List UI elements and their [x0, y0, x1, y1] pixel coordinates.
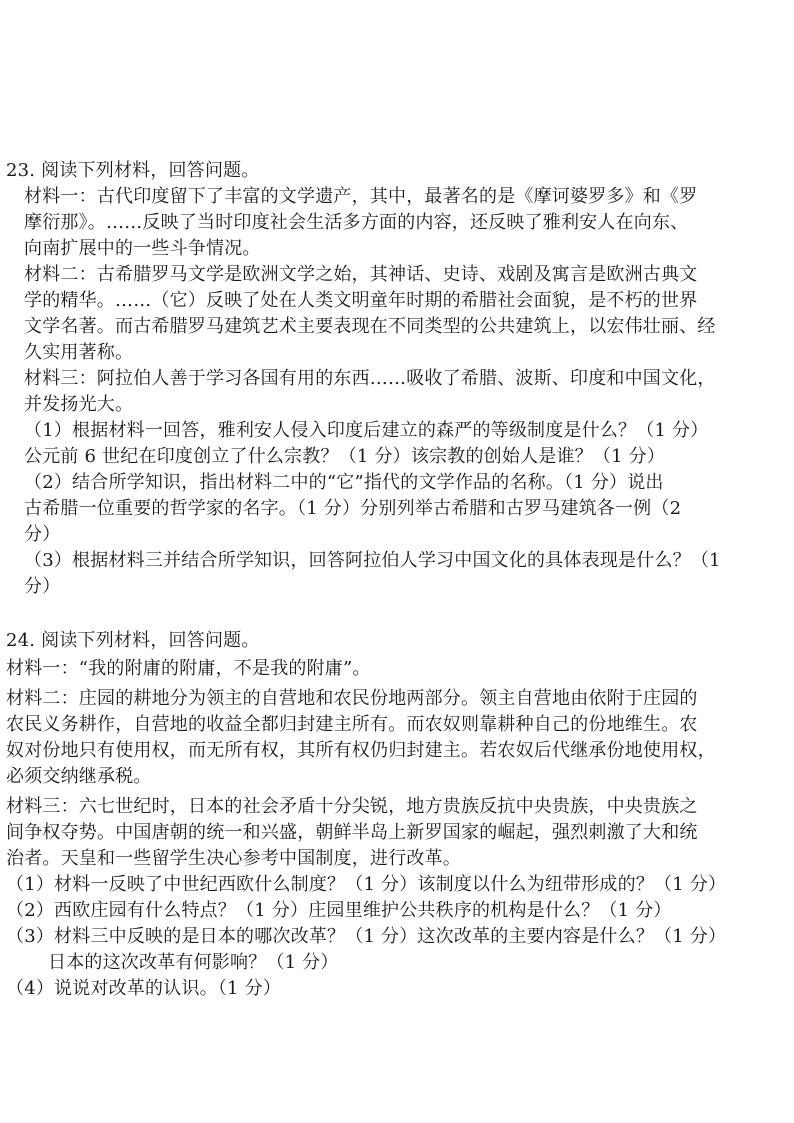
material-2-line: 文学名著。而古希腊罗马建筑艺术主要表现在不同类型的公共建筑上，以宏伟壮丽、经 — [24, 316, 716, 337]
material-3-line: 并发扬光大。 — [24, 394, 134, 415]
material-2-line: 材料二：古希腊罗马文学是欧洲文学之始，其神话、史诗、戏剧及寓言是欧洲古典文 — [24, 264, 698, 285]
material-3-line: 间争权夺势。中国唐朝的统一和兴盛，朝鲜半岛上新罗国家的崛起，强烈刺激了大和统 — [6, 822, 698, 843]
sub-question-line: （3）根据材料三并结合所学知识，回答阿拉伯人学习中国文化的具体表现是什么？（1 — [24, 550, 721, 571]
material-1-line: 材料一：“我的附庸的附庸，不是我的附庸”。 — [6, 658, 371, 679]
material-3-line: 材料三：六七世纪时，日本的社会矛盾十分尖锐，地方贵族反抗中央贵族，中央贵族之 — [6, 796, 698, 817]
material-3-line: 材料三：阿拉伯人善于学习各国有用的东西……吸收了希腊、波斯、印度和中国文化， — [24, 368, 716, 389]
material-2-line: 奴对份地只有使用权，而无所有权，其所有权仍归封建主。若农奴后代继承份地使用权， — [6, 740, 716, 761]
sub-question-line: （1）材料一反映了中世纪西欧什么制度？（1 分）该制度以什么为纽带形成的？（1 分） — [6, 874, 727, 895]
material-3-line: 治者。天皇和一些留学生决心参考中国制度，进行改革。 — [6, 848, 461, 869]
sub-question-line: 日本的这次改革有何影响？（1 分） — [48, 952, 339, 973]
sub-question-line: 分） — [24, 524, 61, 545]
question-23-title: 23. 阅读下列材料，回答问题。 — [6, 160, 260, 181]
material-2-line: 学的精华。……（它）反映了处在人类文明童年时期的希腊社会面貌，是不朽的世界 — [24, 290, 698, 311]
sub-question-line: 公元前 6 世纪在印度创立了什么宗教？（1 分）该宗教的创始人是谁？（1 分） — [24, 446, 666, 467]
material-1-line: 摩衍那》。……反映了当时印度社会生活多方面的内容，还反映了雅利安人在向东、 — [24, 212, 689, 233]
material-1-line: 材料一：古代印度留下了丰富的文学遗产，其中，最著名的是《摩诃婆罗多》和《罗 — [24, 186, 698, 207]
material-2-line: 必须交纳继承税。 — [6, 766, 152, 787]
sub-question-line: （4）说说对改革的认识。（1 分） — [6, 978, 282, 999]
material-1-line: 向南扩展中的一些斗争情况。 — [24, 238, 261, 259]
sub-question-line: （1）根据材料一回答，雅利安人侵入印度后建立的森严的等级制度是什么？（1 分） — [24, 420, 709, 441]
material-2-line: 材料二：庄园的耕地分为领主的自营地和农民份地两部分。领主自营地由依附于庄园的 — [6, 688, 698, 709]
sub-question-line: （2）结合所学知识，指出材料二中的“它”指代的文学作品的名称。（1 分）说出 — [24, 472, 664, 493]
sub-question-line: （3）材料三中反映的是日本的哪次改革？（1 分）这次改革的主要内容是什么？（1 分） — [6, 926, 727, 947]
material-2-line: 久实用著称。 — [24, 342, 134, 363]
sub-question-line: 古希腊一位重要的哲学家的名字。（1 分）分别列举古希腊和古罗马建筑各一例（2 — [24, 498, 682, 519]
material-2-line: 农民义务耕作，自营地的收益全都归封建主所有。而农奴则靠耕种自己的份地维生。农 — [6, 714, 698, 735]
sub-question-line: （2）西欧庄园有什么特点？（1 分）庄园里维护公共秩序的机构是什么？（1 分） — [6, 900, 672, 921]
question-24-title: 24. 阅读下列材料，回答问题。 — [6, 630, 260, 651]
sub-question-line: 分） — [24, 576, 61, 597]
